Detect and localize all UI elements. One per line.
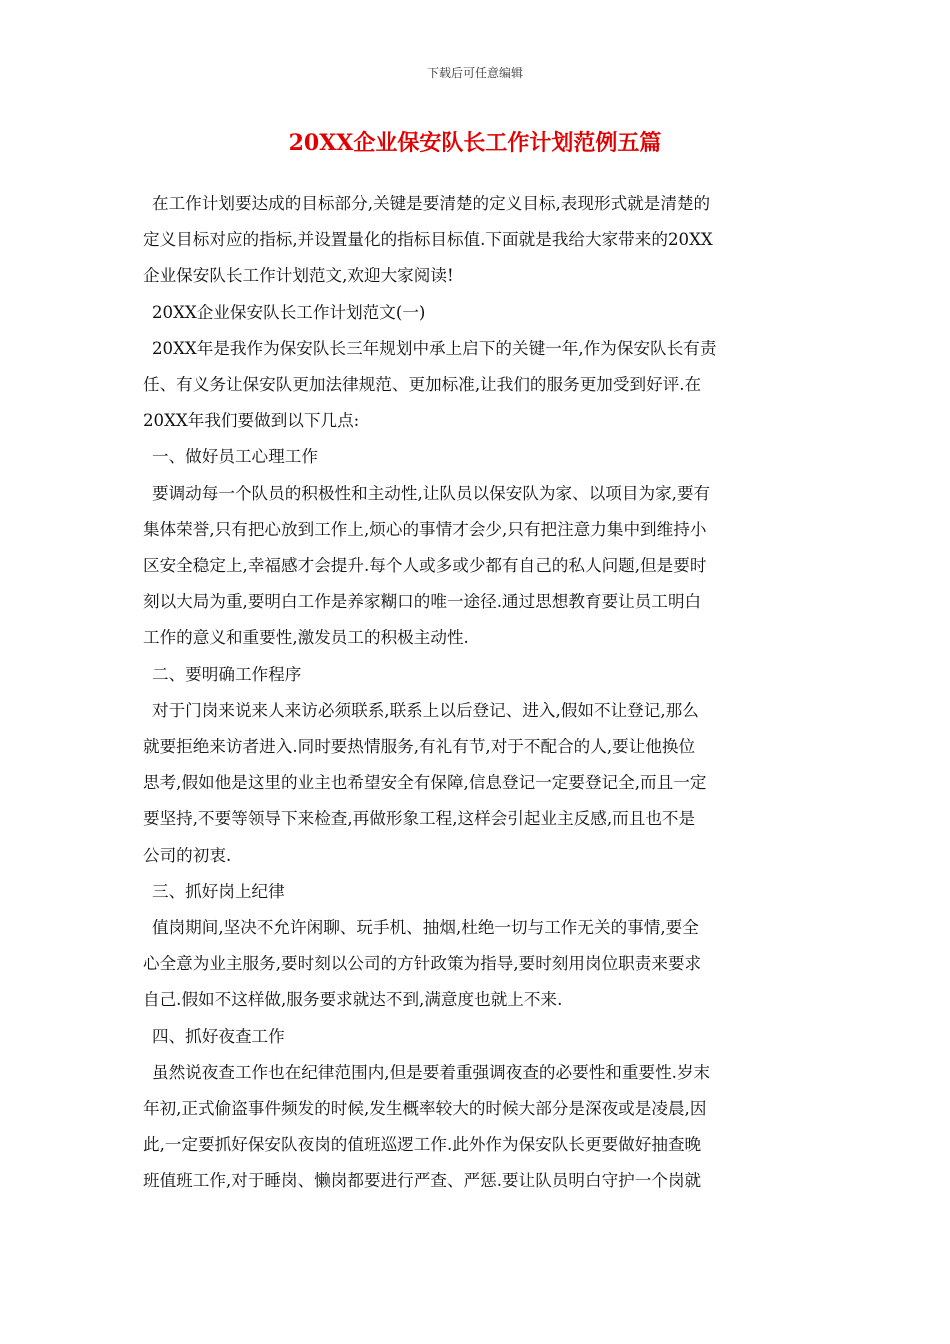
text-line: 刻以大局为重,要明白工作是养家糊口的唯一途径.通过思想教育要让员工明白 [143, 592, 702, 612]
body-paragraph [143, 910, 808, 1019]
section-heading [143, 295, 808, 331]
text-line: 此,一定要抓好保安队夜岗的值班巡逻工作.此外作为保安队长更要做好抽查晚 [143, 1135, 702, 1155]
text-line: 任、有义务让保安队更加法律规范、更加标准,让我们的服务更加受到好评.在 [143, 375, 702, 395]
document-body [143, 186, 808, 1200]
text-line: 定义目标对应的指标,并设置量化的指标目标值.下面就是我给大家带来的20XX [143, 230, 713, 250]
text-line: 值岗期间,坚决不允许闲聊、玩手机、抽烟,杜绝一切与工作无关的事情,要全 [152, 918, 699, 938]
text-line: 思考,假如他是这里的业主也希望安全有保障,信息登记一定要登记全,而且一定 [143, 773, 707, 793]
text-line: 企业保安队长工作计划范文,欢迎大家阅读! [143, 266, 454, 286]
text-line: 20XX年我们要做到以下几点: [143, 411, 360, 431]
document-title: 20XX企业保安队长工作计划范例五篇 [288, 130, 662, 156]
body-paragraph [143, 331, 808, 440]
body-paragraph [143, 1055, 808, 1200]
text-line: 20XX年是我作为保安队长三年规划中承上启下的关键一年,作为保安队长有责 [152, 338, 717, 358]
text-line: 班值班工作,对于睡岗、懒岗都要进行严查、严惩.要让队员明白守护一个岗就 [143, 1171, 702, 1191]
text-line: 区安全稳定上,幸福感才会提升.每个人或多或少都有自己的私人问题,但是要时 [143, 556, 707, 576]
text-line: 四、抓好夜查工作 [152, 1026, 285, 1046]
section-heading [143, 874, 808, 910]
text-line: 虽然说夜查工作也在纪律范围内,但是要着重强调夜查的必要性和重要性.岁末 [152, 1062, 711, 1082]
body-paragraph [143, 186, 808, 295]
text-line: 三、抓好岗上纪律 [152, 881, 285, 901]
section-heading [143, 439, 808, 475]
text-line: 集体荣誉,只有把心放到工作上,烦心的事情才会少,只有把注意力集中到维持小 [143, 519, 707, 539]
text-line: 心全意为业主服务,要时刻以公司的方针政策为指导,要时刻用岗位职责来要求 [143, 954, 702, 974]
text-line: 对于门岗来说来人来访必须联系,联系上以后登记、进入,假如不让登记,那么 [152, 700, 699, 720]
body-paragraph [143, 476, 808, 657]
text-line: 要坚持,不要等领导下来检查,再做形象工程,这样会引起业主反感,而且也不是 [143, 809, 696, 829]
page-header: 下载后可任意编辑 [426, 66, 523, 80]
text-line: 一、做好员工心理工作 [152, 447, 318, 467]
text-line: 二、要明确工作程序 [152, 664, 302, 684]
text-line: 公司的初衷. [143, 845, 232, 865]
text-line: 在工作计划要达成的目标部分,关键是要清楚的定义目标,表现形式就是清楚的 [152, 194, 711, 213]
text-line: 要调动每一个队员的积极性和主动性,让队员以保安队为家、以项目为家,要有 [152, 483, 711, 503]
section-heading [143, 657, 808, 693]
text-line: 自己.假如不这样做,服务要求就达不到,满意度也就上不来. [143, 990, 563, 1010]
text-line: 工作的意义和重要性,激发员工的积极主动性. [143, 628, 469, 648]
section-heading [143, 1019, 808, 1055]
text-line: 年初,正式偷盗事件频发的时候,发生概率较大的时候大部分是深夜或是凌晨,因 [143, 1099, 707, 1119]
text-line: 20XX企业保安队长工作计划范文(一) [152, 302, 426, 322]
text-line: 就要拒绝来访者进入.同时要热情服务,有礼有节,对于不配合的人,要让他换位 [143, 737, 696, 757]
body-paragraph [143, 693, 808, 874]
